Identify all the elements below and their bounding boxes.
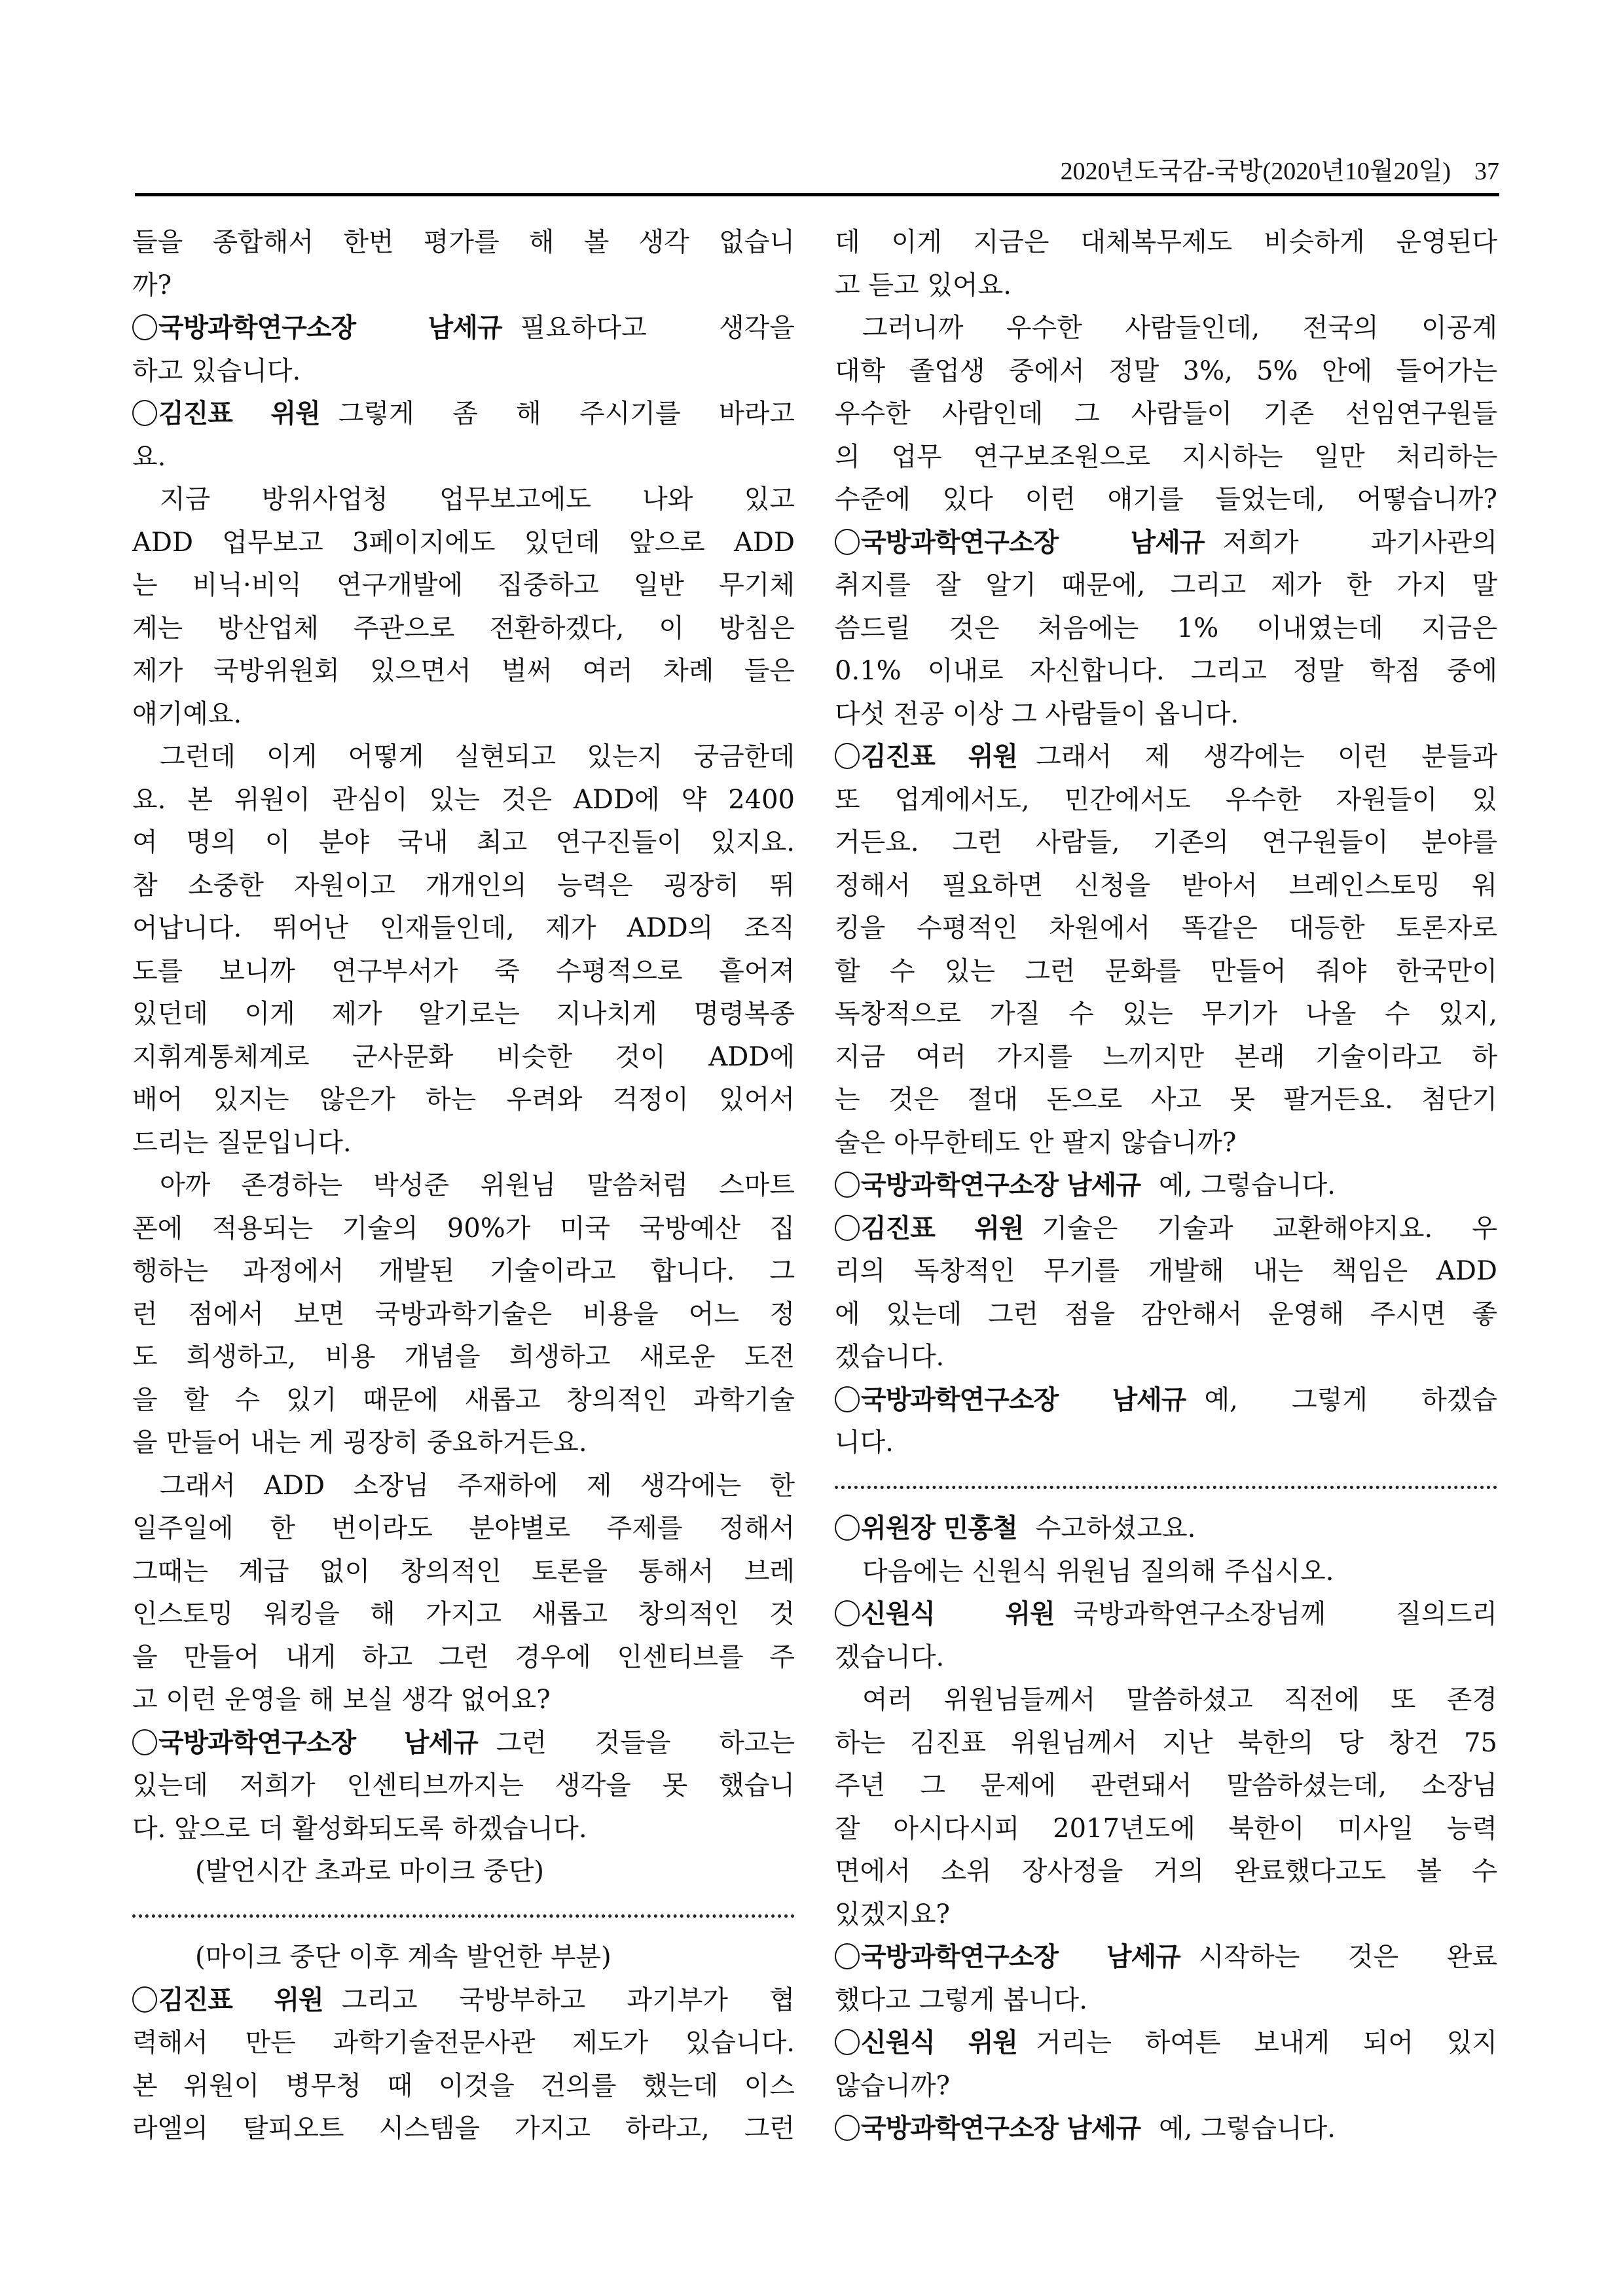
transcript-line: 데 이게 지금은 대체복무제도 비슷하게 운영된다 — [835, 227, 1497, 257]
transcript-line: 고 듣고 있어요. — [835, 270, 1012, 300]
speaker-name: 국방과학연구소장 남세규 — [861, 1942, 1180, 1972]
transcript-line: 또 업계에서도, 민간에서도 우수한 자원들이 있 — [835, 784, 1497, 815]
speech-text: 국방과학연구소장님께 질의드리 — [1072, 1599, 1497, 1629]
speech-text: 예, 그렇게 하겠습 — [1204, 1384, 1497, 1415]
speaker-name: 국방과학연구소장 남세규 — [861, 527, 1205, 558]
speaker-line — [835, 1593, 1497, 1636]
transcript-line: 아까 존경하는 박성준 위원님 말씀처럼 스마트 — [160, 1170, 795, 1200]
transcript-line: 도 희생하고, 비용 개념을 희생하고 새로운 도전 — [132, 1342, 795, 1372]
transcript-line: 얘기예요. — [132, 698, 242, 729]
speaker-circle-icon — [835, 1386, 860, 1412]
speech-text: 그래서 제 생각에는 이런 분들과 — [1036, 742, 1497, 772]
transcript-line: 어납니다. 뛰어난 인재들인데, 제가 ADD의 조직 — [132, 913, 795, 943]
left-column — [132, 221, 795, 2151]
transcript-line: 요. — [132, 441, 166, 472]
speaker-name: 김진표 위원 — [861, 1213, 1024, 1244]
transcript-line: 독창적으로 가질 수 있는 무기가 나올 수 있지, — [835, 999, 1497, 1029]
transcript-line: 행하는 과정에서 개발된 기술이라고 합니다. 그 — [132, 1256, 795, 1286]
transcript-line: 않습니까? — [835, 2070, 951, 2101]
transcript-line: 지금 여러 가지를 느끼지만 본래 기술이라고 하 — [835, 1041, 1497, 1072]
transcript-line: 우수한 사람인데 그 사람들이 기존 선임연구원들 — [835, 399, 1497, 429]
speaker-name: 김진표 위원 — [158, 1984, 323, 2015]
transcript-line: 에 있는데 그런 점을 감안해서 운영해 주시면 좋 — [835, 1299, 1497, 1329]
speaker-line — [835, 1164, 1497, 1208]
speaker-line — [835, 2108, 1497, 2151]
speaker-line — [132, 393, 795, 436]
transcript-line: 런 점에서 보면 국방과학기술은 비용을 어느 정 — [132, 1299, 795, 1329]
transcript-line: 했다고 그렇게 봅니다. — [835, 1984, 1087, 2015]
transcript-line: 다. 앞으로 더 활성화되도록 하겠습니다. — [132, 1813, 587, 1844]
transcript-line: 그러니까 우수한 사람들인데, 전국의 이공계 — [862, 313, 1497, 343]
speech-text: 시작하는 것은 완료 — [1198, 1942, 1497, 1972]
transcript-line: 본 위원이 병무청 때 이것을 건의를 했는데 이스 — [132, 2070, 795, 2101]
transcript-line: 거든요. 그런 사람들, 기존의 연구원들이 분야를 — [835, 827, 1497, 857]
speech-text: 그런 것들을 하고는 — [496, 1727, 795, 1758]
transcript-line: 술은 아무한테도 안 팔지 않습니까? — [835, 1127, 1237, 1158]
transcript-line: 수준에 있다 이런 얘기를 들었는데, 어떻습니까? — [835, 484, 1497, 514]
section-divider — [835, 1465, 1497, 1508]
transcript-line: 겠습니다. — [835, 1342, 945, 1372]
speaker-circle-icon — [835, 1600, 860, 1626]
speaker-circle-icon — [835, 743, 860, 769]
speaker-line — [132, 1979, 795, 2022]
transcript-line: 지금 방위사업청 업무보고에도 나와 있고 — [160, 484, 795, 514]
transcript-line: 폰에 적용되는 기술의 90%가 미국 국방예산 집 — [132, 1213, 795, 1244]
header-rule — [135, 193, 1499, 196]
speaker-circle-icon — [835, 1172, 860, 1198]
speaker-circle-icon — [132, 1729, 157, 1755]
transcript-line: 면에서 소위 장사정을 거의 완료했다고도 볼 수 — [835, 1856, 1497, 1886]
speech-text: 예, 그렇습니다. — [1158, 2113, 1336, 2144]
transcript-line: 고 이런 운영을 해 보실 생각 없어요? — [132, 1685, 551, 1715]
transcript-line: 는 비닉·비익 연구개발에 집중하고 일반 무기체 — [132, 570, 795, 600]
stage-direction-text: (발언시간 초과로 마이크 중단) — [195, 1856, 545, 1886]
transcript-line: 도를 보니까 연구부서가 죽 수평적으로 흩어져 — [132, 956, 795, 986]
speaker-line — [835, 736, 1497, 779]
transcript-line: 잘 아시다시피 2017년도에 북한이 미사일 능력 — [835, 1813, 1497, 1844]
right-column — [835, 221, 1497, 2151]
transcript-line: 을 할 수 있기 때문에 새롭고 창의적인 과학기술 — [132, 1384, 795, 1415]
transcript-line: 하고 있습니다. — [132, 355, 301, 386]
speaker-circle-icon — [132, 314, 157, 340]
transcript-line: 지휘계통체계로 군사문화 비슷한 것이 ADD에 — [132, 1041, 795, 1072]
speaker-circle-icon — [835, 529, 860, 555]
speaker-name: 국방과학연구소장 남세규 — [158, 1727, 478, 1758]
transcript-line: 까? — [132, 270, 172, 300]
transcript-line: 요. 본 위원이 관심이 있는 것은 ADD에 약 2400 — [132, 784, 795, 815]
speech-text: 필요하다고 생각을 — [520, 313, 795, 343]
transcript-line: 여 명의 이 분야 국내 최고 연구진들이 있지요. — [132, 827, 795, 857]
speaker-line — [835, 1936, 1497, 1979]
speech-text: 저희가 과기사관의 — [1222, 527, 1497, 558]
speaker-circle-icon — [835, 2029, 860, 2055]
stage-direction — [132, 1850, 795, 1893]
transcript-line: 그래서 ADD 소장님 주재하에 제 생각에는 한 — [160, 1470, 795, 1501]
speech-text: 예, 그렇습니다. — [1158, 1170, 1336, 1200]
speech-text: 거리는 하여튼 보내게 되어 있지 — [1036, 2028, 1497, 2058]
stage-direction — [132, 1936, 795, 1979]
speaker-name: 김진표 위원 — [158, 399, 320, 429]
speech-text: 기술은 기술과 교환해야지요. 우 — [1042, 1213, 1497, 1244]
transcript-line: 다음에는 신원식 위원님 질의해 주십시오. — [862, 1556, 1334, 1587]
speaker-name: 국방과학연구소장 남세규 — [158, 313, 502, 343]
transcript-line: 배어 있지는 않은가 하는 우려와 걱정이 있어서 — [132, 1085, 795, 1115]
speaker-line — [835, 1507, 1497, 1551]
transcript-line: 겠습니다. — [835, 1641, 945, 1672]
transcript-line: 할 수 있는 그런 문화를 만들어 줘야 한국만이 — [835, 956, 1497, 986]
transcript-line: 그때는 계급 없이 창의적인 토론을 통해서 브레 — [132, 1556, 795, 1587]
speaker-name: 김진표 위원 — [861, 742, 1018, 772]
transcript-line: 킹을 수평적인 차원에서 똑같은 대등한 토론자로 — [835, 913, 1497, 943]
speaker-line — [835, 1379, 1497, 1422]
transcript-line: 인스토밍 워킹을 해 가지고 새롭고 창의적인 것 — [132, 1599, 795, 1629]
speaker-line — [835, 1208, 1497, 1251]
speaker-circle-icon — [835, 1215, 860, 1241]
speaker-name: 신원식 위원 — [861, 2028, 1018, 2058]
transcript-line: 리의 독창적인 무기를 개발해 내는 책임은 ADD — [835, 1256, 1497, 1286]
speaker-name: 국방과학연구소장 남세규 — [861, 1170, 1140, 1200]
transcript-line: 참 소중한 자원이고 개개인의 능력은 굉장히 뛰 — [132, 870, 795, 901]
speaker-line — [132, 1722, 795, 1765]
transcript-line: ADD 업무보고 3페이지에도 있던데 앞으로 ADD — [132, 527, 795, 558]
transcript-line: 니다. — [835, 1427, 894, 1458]
speaker-line — [835, 2022, 1497, 2065]
speaker-name: 신원식 위원 — [861, 1599, 1055, 1629]
transcript-line: 들을 종합해서 한번 평가를 해 볼 생각 없습니 — [132, 227, 795, 257]
speaker-line — [132, 307, 795, 350]
transcript-line: 대학 졸업생 중에서 정말 3%, 5% 안에 들어가는 — [835, 355, 1497, 386]
transcript-line: 그런데 이게 어떻게 실현되고 있는지 궁금한데 — [160, 742, 795, 772]
transcript-line: 을 만들어 내는 게 굉장히 중요하거든요. — [132, 1427, 587, 1458]
transcript-line: 일주일에 한 번이라도 분야별로 주제를 정해서 — [132, 1513, 795, 1543]
header-title: 2020년도국감-국방(2020년10월20일) — [1060, 158, 1451, 185]
speaker-name: 국방과학연구소장 남세규 — [861, 1384, 1186, 1415]
transcript-line: 여러 위원님들께서 말씀하셨고 직전에 또 존경 — [862, 1685, 1497, 1715]
transcript-line: 라엘의 탈피오트 시스템을 가지고 하라고, 그런 — [132, 2113, 795, 2144]
transcript-line: 계는 방산업체 주관으로 전환하겠다, 이 방침은 — [132, 613, 795, 643]
transcript-line: 하는 김진표 위원님께서 지난 북한의 당 창건 75 — [835, 1727, 1497, 1758]
speaker-circle-icon — [835, 2115, 860, 2141]
speaker-name: 위원장 민홍철 — [861, 1513, 1017, 1543]
speech-text: 수고하셨고요. — [1035, 1513, 1196, 1543]
speaker-circle-icon — [132, 1986, 157, 2013]
page-header — [135, 131, 1499, 196]
transcript-line: 있는데 저희가 인센티브까지는 생각을 못 했습니 — [132, 1770, 795, 1801]
transcript-line: 제가 국방위원회 있으면서 벌써 여러 차례 들은 — [132, 656, 795, 686]
transcript-line: 있던데 이게 제가 알기로는 지나치게 명령복종 — [132, 999, 795, 1029]
transcript-line: 정해서 필요하면 신청을 받아서 브레인스토밍 워 — [835, 870, 1497, 901]
transcript-line: 드리는 질문입니다. — [132, 1127, 352, 1158]
transcript-line: 0.1% 이내로 자신합니다. 그리고 정말 학점 중에 — [835, 656, 1497, 686]
stage-direction-text: (마이크 중단 이후 계속 발언한 부분) — [195, 1942, 611, 1972]
speaker-circle-icon — [132, 400, 157, 426]
transcript-line: 취지를 잘 알기 때문에, 그리고 제가 한 가지 말 — [835, 570, 1497, 600]
running-header — [1061, 151, 1499, 187]
speaker-line — [835, 522, 1497, 565]
transcript-line: 씀드릴 것은 처음에는 1% 이내였는데 지금은 — [835, 613, 1497, 643]
transcript-line: 의 업무 연구보조원으로 지시하는 일만 처리하는 — [835, 441, 1497, 472]
transcript-line: 주년 그 문제에 관련돼서 말씀하셨는데, 소장님 — [835, 1770, 1497, 1801]
speaker-name: 국방과학연구소장 남세규 — [861, 2113, 1140, 2144]
page-number: 37 — [1474, 158, 1499, 185]
transcript-line: 는 것은 절대 돈으로 사고 못 팔거든요. 첨단기 — [835, 1085, 1497, 1115]
section-divider — [132, 1893, 795, 1937]
speech-text: 그렇게 좀 해 주시기를 바라고 — [338, 399, 795, 429]
speaker-circle-icon — [835, 1515, 860, 1541]
transcript-line: 있겠지요? — [835, 1899, 951, 1929]
transcript-line: 을 만들어 내게 하고 그런 경우에 인센티브를 주 — [132, 1641, 795, 1672]
speaker-circle-icon — [835, 1943, 860, 1969]
transcript-line: 력해서 만든 과학기술전문사관 제도가 있습니다. — [132, 2028, 795, 2058]
transcript-line: 다섯 전공 이상 그 사람들이 옵니다. — [835, 698, 1239, 729]
speech-text: 그리고 국방부하고 과기부가 협 — [341, 1984, 795, 2015]
